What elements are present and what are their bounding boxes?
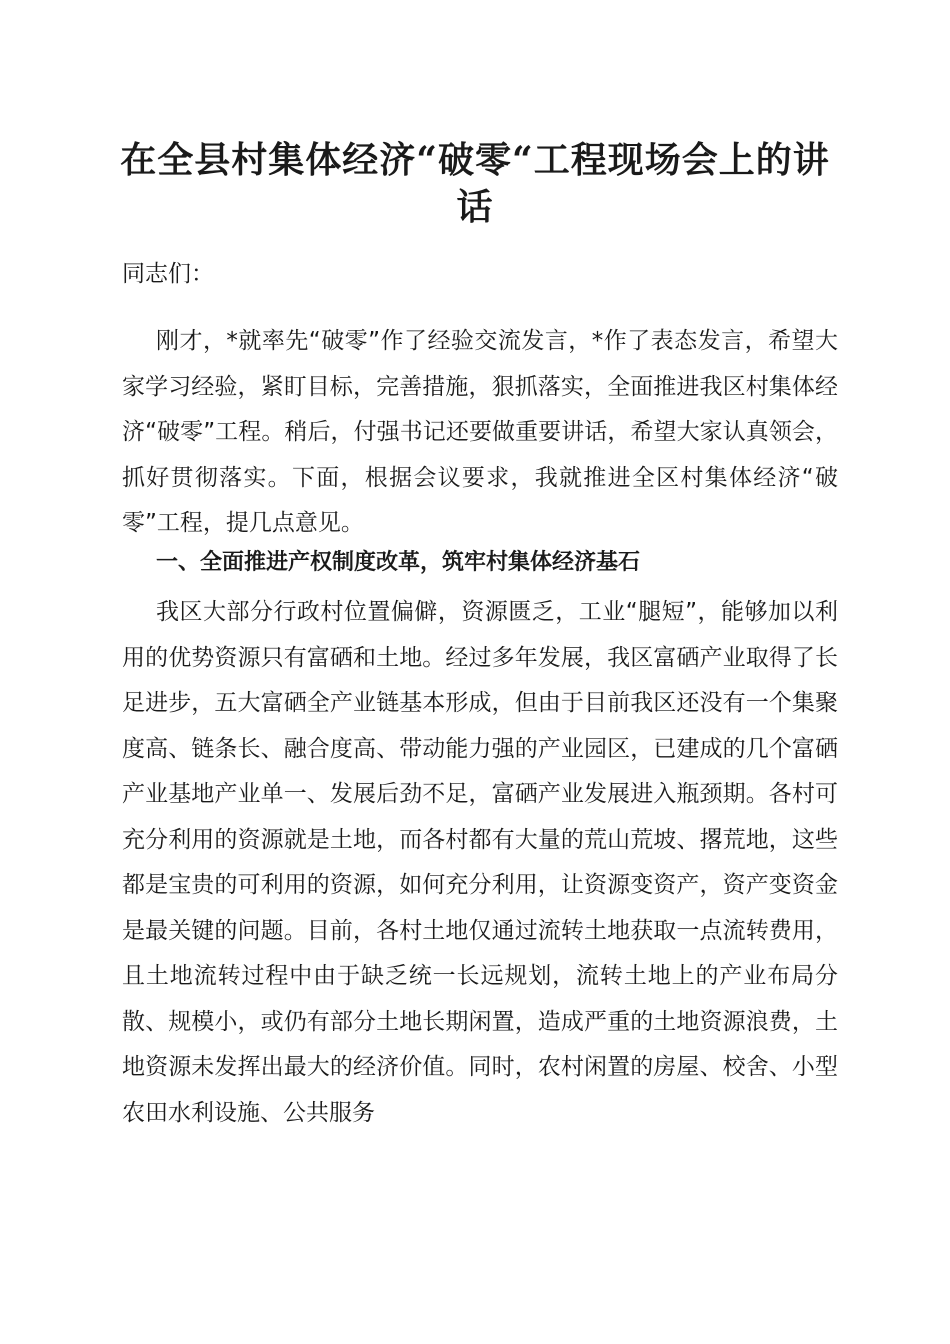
greeting: 同志们： — [122, 261, 214, 287]
paragraph-section-1: 我区大部分行政村位置偏僻，资源匮乏，工业“腿短”，能够加以利用的优势资源只有富硒和土地。经过多年发展，我区富硒产业取得了长足进步，五大富硒全产业链基本形成，但由于目前我区还没有一个集聚度高、链条长、融合度高、带动能力强的产业园区，已建成的几个富硒产业基地产业单一、发展后劲不足，富硒产业发展进入瓶颈期。各村可充分利用的资源就是土地，而各村都有大量的荒山荒坡、撂荒地，这些都是宝贵的可利用的资源，如何充分利用，让资源变资产，资产变资金是最关键的问题。目前，各村土地仅通过流转土地获取一点流转费用，且土地流转过程中由于缺乏统一长远规划，流转土地上的产业布局分散、规模小，或仍有部分土地长期闲置，造成严重的土地资源浪费，土地资源未发挥出最大的经济价值。同时，农村闲置的房屋、校舍、小型农田水利设施、公共服务 — [122, 599, 838, 1126]
section-heading-1: 一、全面推进产权制度改革，筑牢村集体经济基石 — [156, 550, 641, 575]
document-title-line-2: 话 — [456, 186, 494, 228]
paragraph-opening: 刚才，*就率先“破零”作了经验交流发言，*作了表态发言，希望大家学习经验，紧盯目标，完善措施，狠抓落实，全面推进我区村集体经济“破零”工程。稍后，付强书记还要做重要讲话，希望大家认真领会，抓好贯彻落实。下面，根据会议要求，我就推进全区村集体经济“破零”工程，提几点意见。 — [122, 328, 838, 536]
document-title-line-1: 在全县村集体经济“破零“工程现场会上的讲 — [120, 139, 830, 181]
